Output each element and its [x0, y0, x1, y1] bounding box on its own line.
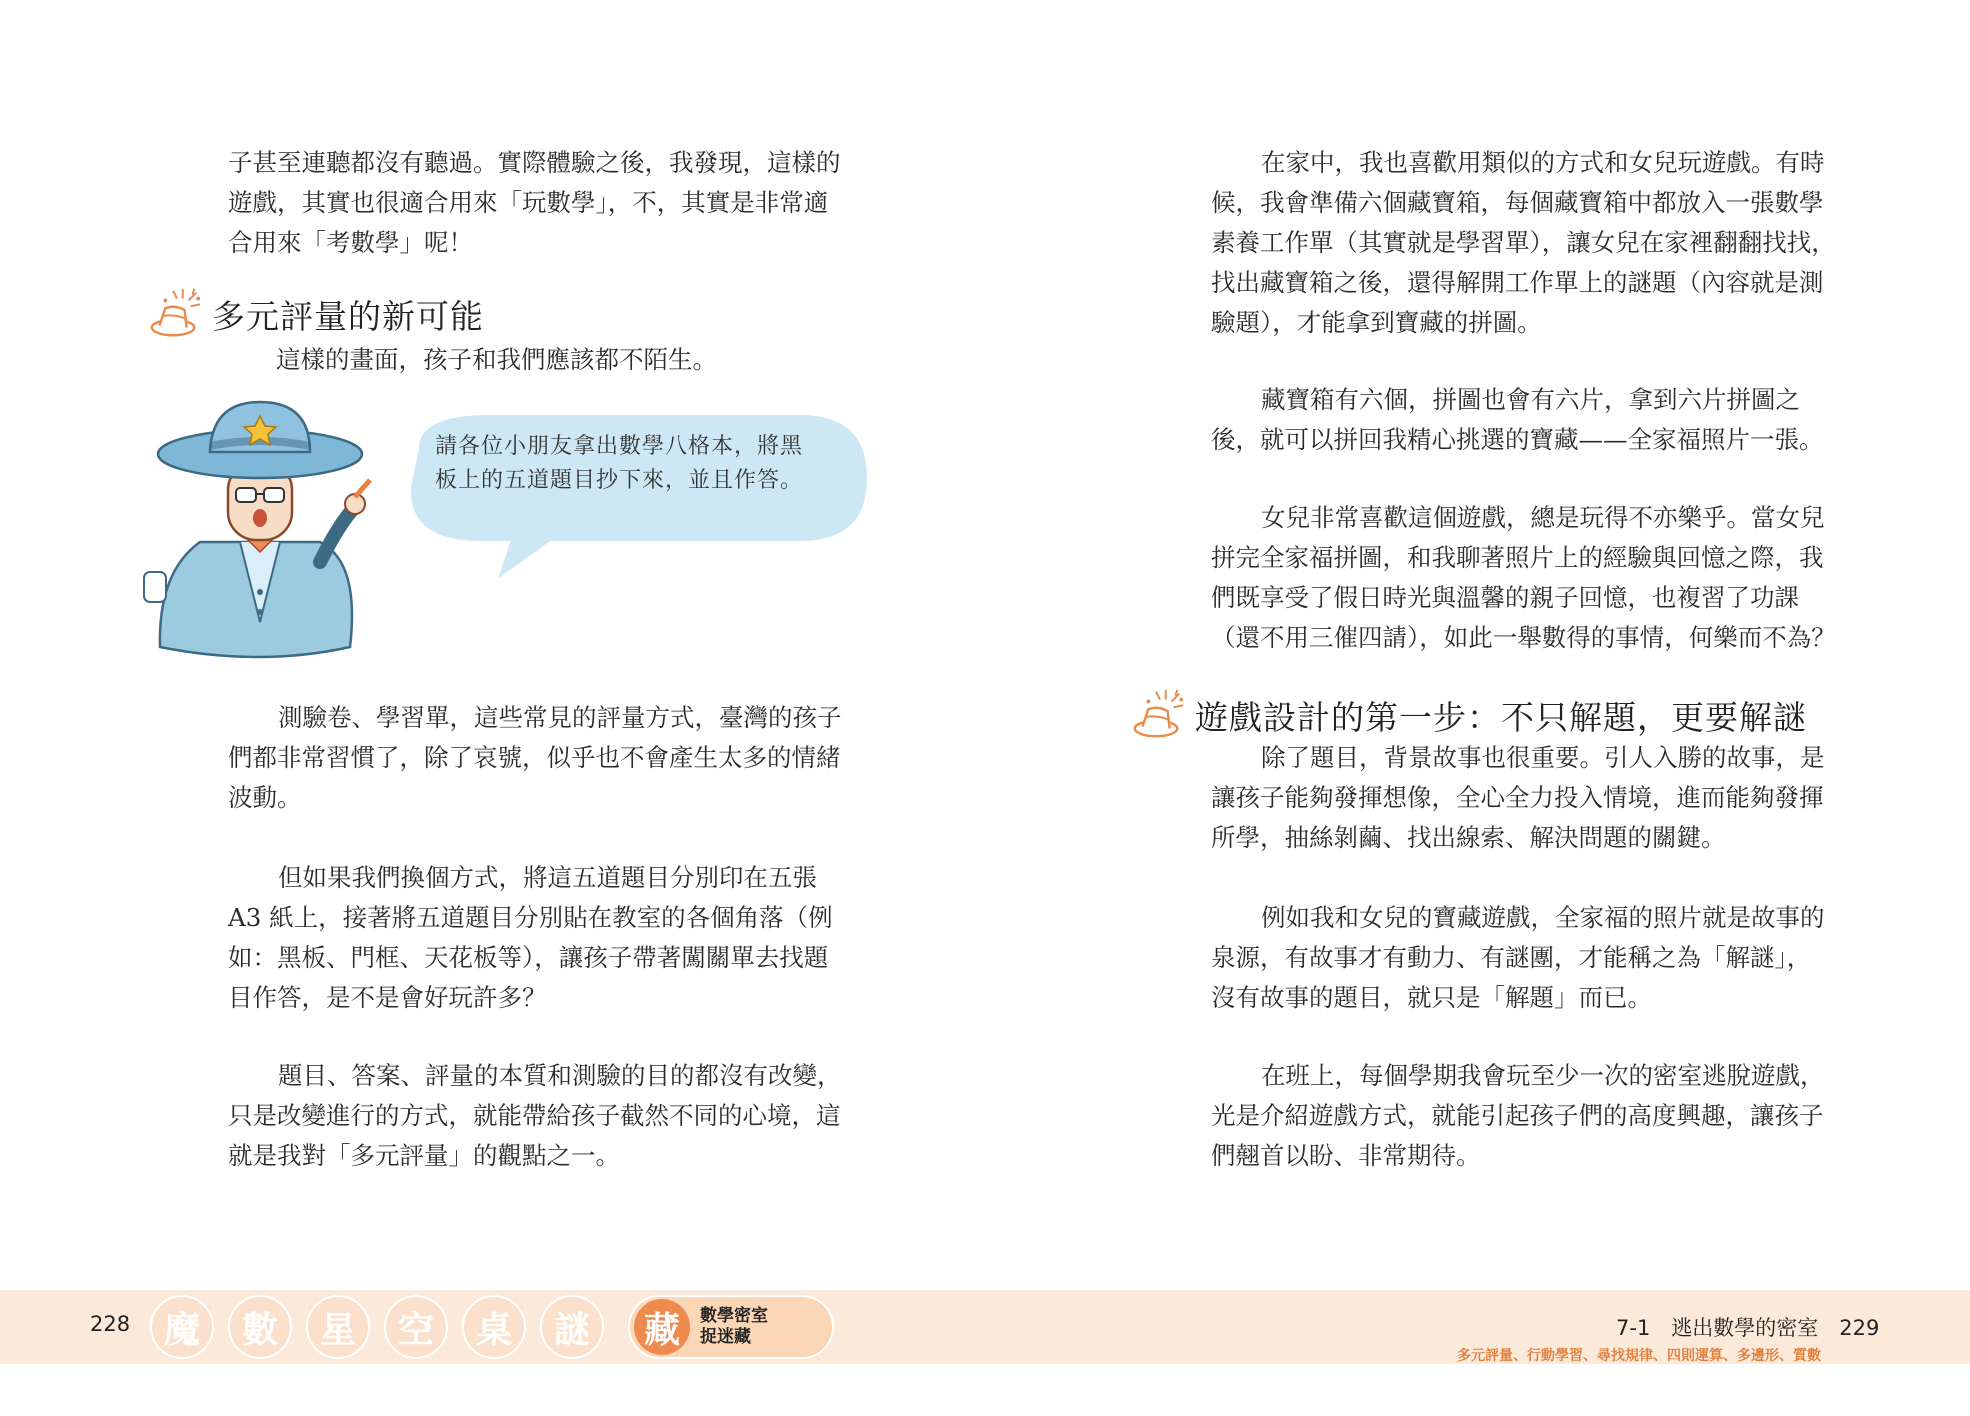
heading-subtitle: 這樣的畫面，孩子和我們應該都不陌生。: [276, 345, 717, 374]
left-page-number: 228: [90, 1312, 131, 1336]
teacher-illustration: [140, 392, 380, 672]
paragraph-r2: 藏寶箱有六個，拼圖也會有六片，拿到六片拼圖之 後，就可以拼回我精心挑選的寶藏——全家福照片一張。: [1211, 385, 1824, 454]
paragraph-r4: 除了題目，背景故事也很重要。引人入勝的故事，是 讓孩子能夠發揮想像，全心全力投入情境，進而能夠發揮 所學，抽絲剝繭、找出線索、解決問題的關鍵。: [1211, 743, 1825, 852]
magic-hat-icon: [146, 285, 204, 343]
active-chapter-chip: [628, 1295, 834, 1359]
right-page-chapter-title: 7-1 逃出數學的密室 229: [1616, 1316, 1880, 1340]
heading-title: 遊戲設計的第一步：不只解題，更要解謎: [1195, 697, 1807, 737]
active-chip-subtitle: 數學密室 捉迷藏: [700, 1306, 768, 1347]
section-heading-right: [1129, 686, 1807, 744]
text-line: 子甚至連聽都沒有聽過。實際體驗之後，我發現，這樣的: [228, 148, 841, 177]
chapter-chip: 謎: [540, 1295, 604, 1359]
paragraph-1: 測驗卷、學習單，這些常見的評量方式，臺灣的孩子 們都非常習慣了，除了哀號，似乎也不會產生太多的情緒 波動。: [228, 703, 842, 812]
paragraph-3: 題目、答案、評量的本質和測驗的目的都沒有改變， 只是改變進行的方式，就能帶給孩子截然不同的心境，這 就是我對「多元評量」的觀點之一。: [228, 1061, 842, 1170]
text-line: 合用來「考數學」呢！: [228, 228, 473, 257]
chapter-chip: 空: [384, 1295, 448, 1359]
speech-bubble-text: 請各位小朋友拿出數學八格本，將黑 板上的五道題目抄下來，並且作答。: [435, 434, 804, 493]
paragraph-r6: 在班上，每個學期我會玩至少一次的密室逃脫遊戲， 光是介紹遊戲方式，就能引起孩子們的高度興趣，讓孩子 們翹首以盼、非常期待。: [1211, 1061, 1825, 1170]
paragraph-r5: 例如我和女兒的寶藏遊戲，全家福的照片就是故事的 泉源，有故事才有動力、有謎團，才能稱之為「解謎」， 沒有故事的題目，就只是「解題」而已。: [1211, 903, 1825, 1012]
chapter-chip: 桌: [462, 1295, 526, 1359]
paragraph-2: 但如果我們換個方式，將這五道題目分別印在五張 A3 紙上，接著將五道題目分別貼在教室的各個角落（例 如：黑板、門框、天花板等），讓孩子帶著闖關單去找題 目作答，是不是會好玩許多？: [228, 863, 833, 1012]
chapter-chip: 魔: [150, 1295, 214, 1359]
heading-title: 多元評量的新可能: [212, 296, 484, 336]
section-heading-left: [146, 285, 484, 343]
active-chip-letter: 藏: [634, 1299, 690, 1355]
chapter-chip: 星: [306, 1295, 370, 1359]
chapter-chip: 數: [228, 1295, 292, 1359]
intro-paragraph: [228, 143, 841, 263]
paragraph-r1: 在家中，我也喜歡用類似的方式和女兒玩遊戲。有時 候，我會準備六個藏寶箱，每個藏寶箱中都放入一張數學 素養工作單（其實就是學習單），讓女兒在家裡翻翻找找， 找出藏寶箱之後，還得解開工作單上的謎題（內容就是測 驗題），才能拿到寶藏的拼圖。: [1211, 148, 1836, 337]
paragraph-r3: 女兒非常喜歡這個遊戲，總是玩得不亦樂乎。當女兒 拼完全家福拼圖，和我聊著照片上的經驗與回憶之際，我 們既享受了假日時光與溫馨的親子回憶，也複習了功課 （還不用三催四請），如此一舉數得的事情，何樂而不為？: [1211, 503, 1836, 652]
right-page: [985, 0, 1970, 1416]
magic-hat-icon: [1129, 686, 1187, 744]
text-line: 遊戲，其實也很適合用來「玩數學」，不，其實是非常適: [228, 188, 829, 217]
right-page-tags: 多元評量、行動學習、尋找規律、四則運算、多邊形、質數: [1457, 1348, 1821, 1364]
